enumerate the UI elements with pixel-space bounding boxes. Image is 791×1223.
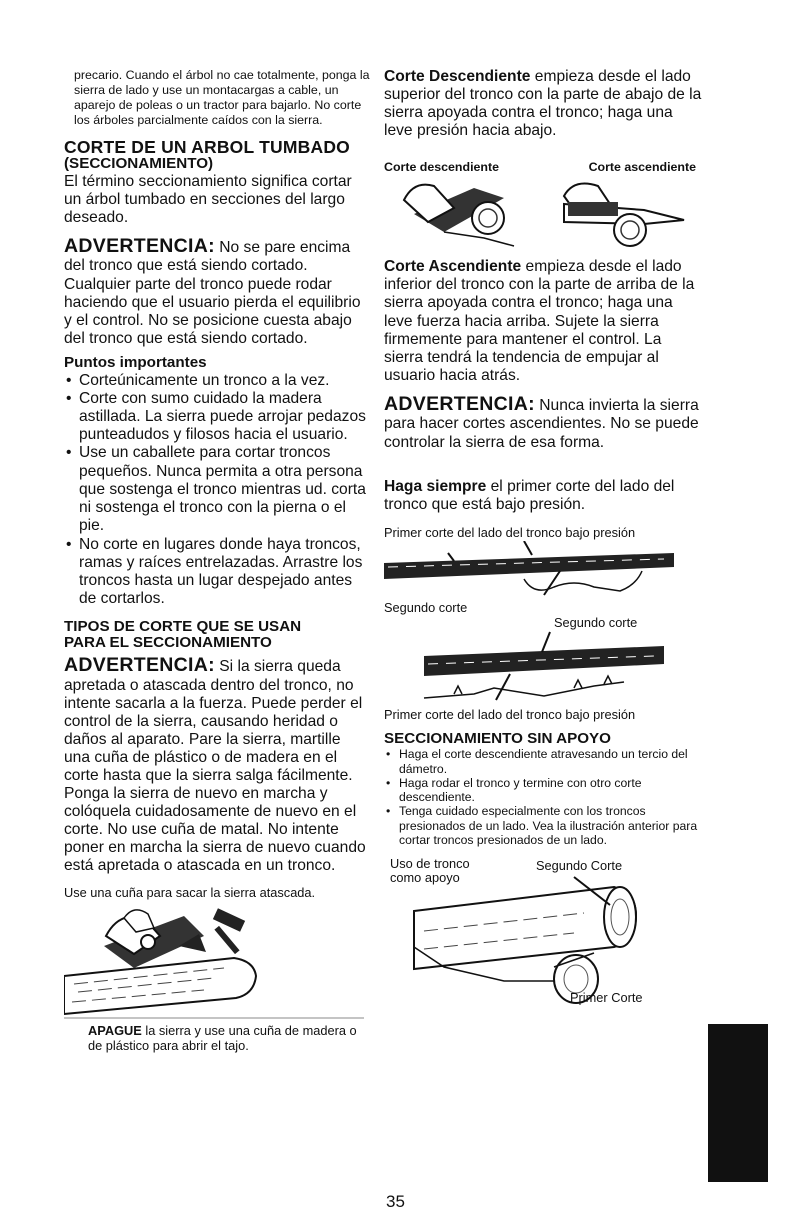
warning-title: ADVERTENCIA: [64,234,215,257]
unsupported-heading: SECCIONAMIENTO SIN APOYO [384,729,611,747]
up-cut-paragraph [384,258,704,385]
fig4-support-label: Uso de tronco como apoyo [390,856,470,886]
down-cut-term: Corte Descendiente [384,68,531,85]
warning-text: Si la sierra queda apretada o atascada dentro del tronco, no intente sacarla a la fuerza. Puede perder el control de la sierra, causando heridad o daños al aparato. Pare la sierra, martille una cuña de plástico o de madera en el corte hasta que la sierra salga fácilmente. Ponga la sierra de nuevo en marcha y colóquela cuidadosamente de nuevo en el corte. No use cuña de matal. No intente poner en marcha la sierra de nuevo cuando está apretada o atascada en un tronco. [64,658,366,875]
cut-labels [384,160,696,174]
list-item: • Corteúnicamente un tronco a la vez. [64,372,370,390]
section-subheading-sectioning: (SECCIONAMIENTO) [64,154,214,172]
apague-caption [64,1024,370,1053]
fig3-second-label: Segundo corte [554,614,638,630]
list-item: • Use un caballete para cortar troncos pequeños. Nunca permita a otra persona que sostenga el tronco mientras ud. corta ni sostenga el tronco con la pierna o el pie. [64,444,370,535]
unsupported-points-list [384,747,704,847]
sectioning-definition: El término seccionamiento significa cortar un árbol tumbado en secciones del largo deseado. [64,172,352,226]
fig4-second-label: Segundo Corte [536,858,623,874]
warning-standing-on-log [64,235,370,348]
fig3-first-label: Primer corte del lado del tronco bajo presión [384,706,636,722]
left-column [64,68,370,1054]
section-tab-marker [708,1024,768,1182]
support-log-illustration [384,857,704,1009]
list-item: • No corte en lugares donde haya troncos, ramas y raíces entrelazadas. Arrastre los troncos hasta un lugar despejado antes de cortarlos. [64,536,370,609]
down-cut-text: empieza desde el lado superior del tronco con la parte de abajo de la sierra apoyada contra el tronco; haga una leve presión hacia abajo. [384,68,702,140]
always-first-cut-paragraph [384,478,704,514]
list-item: • Haga rodar el tronco y termine con otro corte descendiente. [384,776,704,805]
warning-invert-saw [384,393,704,452]
right-column [384,68,704,1009]
pressure-bottom-illustration [384,616,704,704]
list-item: • Corte con sumo cuidado la madera astillada. La sierra puede arrojar pedazos punteadudos y filosos hacia el usuario. [64,390,370,445]
fig2-top-label: Primer corte del lado del tronco bajo presión [384,524,636,540]
log-pressure-bottom-figure [384,616,704,704]
apague-text: la sierra y use una cuña de madera o de plástico para abrir el tajo. [88,1023,357,1054]
important-points-heading: Puntos importantes [64,353,207,371]
up-cut-term: Corte Ascendiente [384,258,522,276]
label-down-cut: Corte descendiente [384,160,499,175]
intro-paragraph: precario. Cuando el árbol no cae totalmente, ponga la sierra de lado y use un montacargas a cable, un aparejo de poleas o un tractor para bajarlo. No corte los árboles parcialmente caídos con la sierra. [74,68,370,127]
wedge-caption: Use una cuña para sacar la sierra atascada. [64,884,316,900]
fig4-first-label: Primer Corte [570,990,643,1006]
cut-types-heading: TIPOS DE CORTE QUE SE USAN [64,617,302,635]
down-up-cut-figure [384,174,704,252]
warning-text: Nunca invierta la sierra para hacer cortes ascendientes. No se puede controlar la sierra de esa forma. [384,396,699,451]
apague-bold: APAGUE [88,1023,142,1039]
pressure-top-illustration [384,541,704,601]
important-points-list [64,372,370,609]
log-pressure-top-figure [384,541,704,601]
wedge-figure [64,906,364,1024]
warning-stuck-saw [64,654,370,875]
always-term: Haga siempre [384,477,487,495]
page-number: 35 [386,1192,405,1211]
list-item: • Haga el corte descendiente atravesando un tercio del dámetro. [384,747,704,776]
wedge-illustration [64,906,370,1024]
section-heading-felled-tree: CORTE DE UN ARBOL TUMBADO [64,136,350,157]
cut-types-illustration [384,174,704,252]
list-item: • Tenga cuidado especialmente con los troncos presionados de un lado. Vea la ilustración anterior para cortar troncos presionados de un lado. [384,804,704,847]
label-up-cut: Corte ascendiente [588,160,696,175]
always-text: el primer corte del lado del tronco que está bajo presión. [384,477,675,513]
warning-title: ADVERTENCIA: [64,654,215,677]
fig2-second-label: Segundo corte [384,599,468,615]
down-cut-paragraph [384,68,704,140]
warning-title: ADVERTENCIA: [384,392,535,415]
up-cut-text: empieza desde el lado inferior del tronco con la parte de arriba de la sierra apoyada contra el tronco; haga una leve fuerza hacia arriba. Sujete la sierra firmemente para mantener el control. La sierra tendrá la tendencia de empujar al usuario hacia atrás. [384,258,695,384]
cut-types-heading-2: PARA EL SECCIONAMIENTO [64,634,272,652]
warning-text: No se pare encima del tronco que está siendo cortado. Cualquier parte del tronco puede rodar haciendo que el usuario pierda el equilibrio y el control. No se posicione cuesta abajo del tronco que está siendo cortado. [64,238,361,347]
